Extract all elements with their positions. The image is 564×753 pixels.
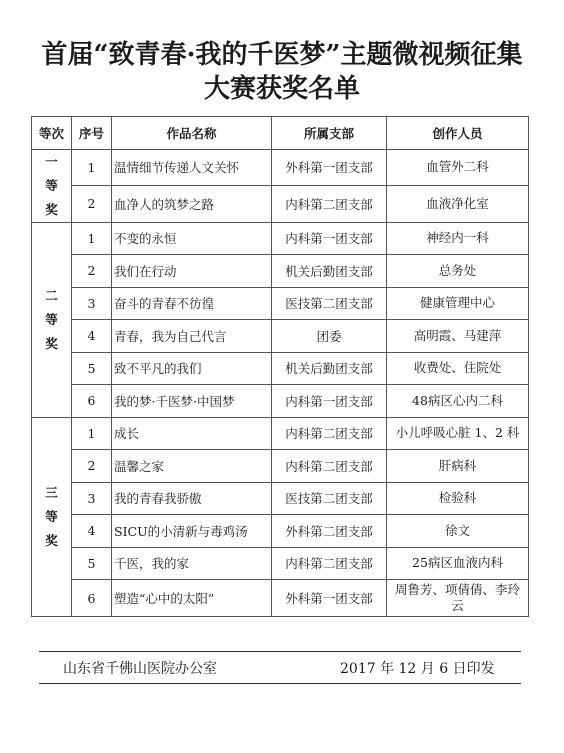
number-cell: 2	[72, 255, 112, 288]
table-row	[32, 547, 529, 580]
number-cell: 1	[72, 149, 112, 186]
number-cell: 3	[72, 482, 112, 515]
branch-cell: 内科第一团支部	[272, 385, 387, 418]
issue-date: 2017 年 12 月 6 日印发	[340, 661, 495, 677]
number-cell: 2	[72, 186, 112, 223]
branch-cell: 机关后勤团支部	[272, 352, 387, 385]
header-rank: 等次	[32, 117, 72, 150]
number-cell: 4	[72, 515, 112, 548]
branch-cell: 内科第二团支部	[272, 186, 387, 223]
issuer-label: 山东省千佛山医院办公室	[63, 661, 217, 677]
number-cell: 3	[72, 287, 112, 320]
document-title: 首届“致青春·我的千医梦”主题微视频征集	[41, 40, 523, 70]
number-cell: 1	[72, 417, 112, 450]
table-row	[32, 186, 529, 223]
table-row	[32, 417, 529, 450]
creator-cell: 周鲁芳、项倩倩、李玲云	[387, 580, 529, 617]
creator-cell: 血液净化室	[387, 186, 529, 223]
creator-cell: 检验科	[387, 482, 529, 515]
number-cell: 1	[72, 222, 112, 255]
work-title-cell: 奋斗的青春不彷徨	[112, 287, 272, 320]
branch-cell: 内科第一团支部	[272, 222, 387, 255]
header-branch: 所属支部	[272, 117, 387, 150]
rank-cell-second	[32, 222, 72, 417]
number-cell: 4	[72, 320, 112, 353]
header-number: 序号	[72, 117, 112, 150]
table-row	[32, 287, 529, 320]
creator-cell: 25病区血液内科	[387, 547, 529, 580]
branch-cell: 外科第二团支部	[272, 515, 387, 548]
branch-cell: 内科第二团支部	[272, 547, 387, 580]
table-row	[32, 515, 529, 548]
creator-cell: 高明霞、马建萍	[387, 320, 529, 353]
rank-cell-first	[32, 149, 72, 222]
creator-cell: 徐文	[387, 515, 529, 548]
branch-cell: 医技第二团支部	[272, 287, 387, 320]
table-row	[32, 320, 529, 353]
creator-cell: 肝病科	[387, 450, 529, 483]
work-title-cell: 青春，我为自己代言	[112, 320, 272, 353]
rank-label: 二等奖	[45, 287, 58, 351]
creator-cell: 小儿呼吸心脏 1、2 科	[387, 417, 529, 450]
rank-cell-third	[32, 417, 72, 617]
work-title-cell: 不变的永恒	[112, 222, 272, 255]
branch-cell: 内科第二团支部	[272, 417, 387, 450]
work-title-cell: 致不平凡的我们	[112, 352, 272, 385]
table-row	[32, 450, 529, 483]
work-title-cell: 我们在行动	[112, 255, 272, 288]
table-row	[32, 580, 529, 617]
work-title-cell: 血净人的筑梦之路	[112, 186, 272, 223]
work-title-cell: 我的青春我骄傲	[112, 482, 272, 515]
branch-cell: 医技第二团支部	[272, 482, 387, 515]
table-row	[32, 482, 529, 515]
branch-cell: 外科第一团支部	[272, 580, 387, 617]
creator-cell: 48病区心内二科	[387, 385, 529, 418]
work-title-cell: 千医，我的家	[112, 547, 272, 580]
branch-cell: 外科第一团支部	[272, 149, 387, 186]
number-cell: 2	[72, 450, 112, 483]
creator-cell: 血管外二科	[387, 149, 529, 186]
footer-top-rule	[39, 651, 521, 652]
header-work-title: 作品名称	[112, 117, 272, 150]
document-subtitle: 大赛获奖名单	[203, 74, 360, 104]
creator-cell: 健康管理中心	[387, 287, 529, 320]
table-row	[32, 385, 529, 418]
branch-cell: 机关后勤团支部	[272, 255, 387, 288]
footer-bottom-rule	[39, 683, 521, 684]
work-title-cell: 塑造“心中的太阳”	[112, 580, 272, 617]
work-title-cell: SICU的小清新与毒鸡汤	[112, 515, 272, 548]
work-title-cell: 成长	[112, 417, 272, 450]
table-row	[32, 222, 529, 255]
table-row	[32, 352, 529, 385]
number-cell: 5	[72, 547, 112, 580]
number-cell: 6	[72, 580, 112, 617]
number-cell: 6	[72, 385, 112, 418]
work-title-cell: 温情细节传递人文关怀	[112, 149, 272, 186]
creator-cell: 神经内一科	[387, 222, 529, 255]
number-cell: 5	[72, 352, 112, 385]
awards-table	[31, 116, 529, 617]
table-row	[32, 149, 529, 186]
creator-cell: 总务处	[387, 255, 529, 288]
header-creator: 创作人员	[387, 117, 529, 150]
rank-label: 三等奖	[45, 484, 58, 548]
branch-cell: 团委	[272, 320, 387, 353]
creator-cell: 收费处、住院处	[387, 352, 529, 385]
table-row	[32, 255, 529, 288]
work-title-cell: 温馨之家	[112, 450, 272, 483]
table-header-row	[32, 117, 529, 150]
work-title-cell: 我的梦·千医梦·中国梦	[112, 385, 272, 418]
rank-label: 一等奖	[45, 153, 58, 217]
branch-cell: 内科第二团支部	[272, 450, 387, 483]
